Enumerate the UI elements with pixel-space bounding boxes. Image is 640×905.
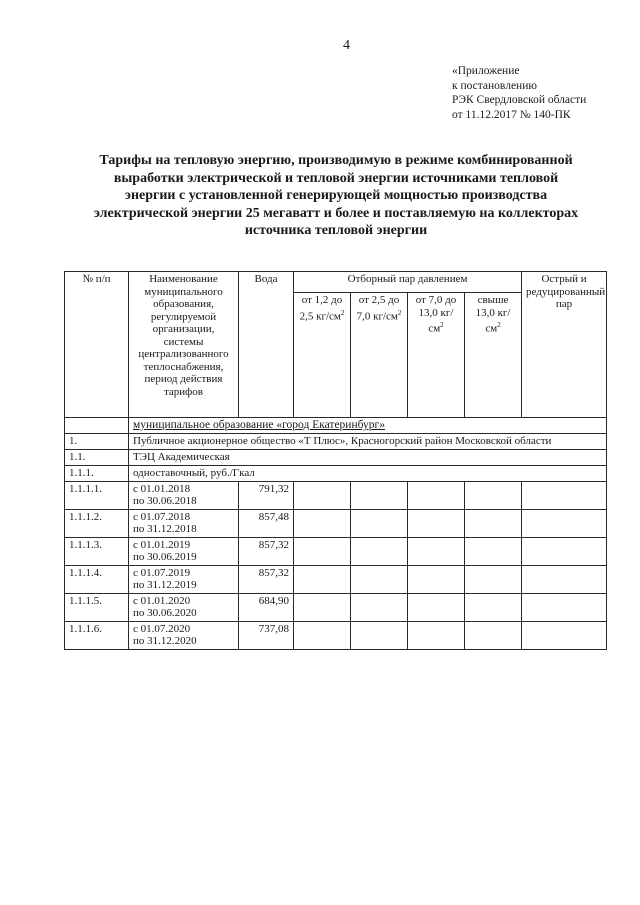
- appendix-line: РЭК Свердловской области: [452, 94, 587, 106]
- table-cell: [351, 509, 408, 537]
- appendix-line: «Приложение: [452, 65, 520, 77]
- table-cell: [522, 537, 607, 565]
- table-cell: [65, 418, 129, 434]
- header-sharp-steam: Острый и редуцированный пар: [522, 272, 607, 418]
- table-row: [65, 593, 607, 621]
- header-pressure-1: от 1,2 до 2,5 $кг/см^2$: [294, 293, 351, 418]
- row-number: 1.1.1.3.: [65, 537, 129, 565]
- table-cell: [465, 481, 522, 509]
- row-number: 1.1.1.5.: [65, 593, 129, 621]
- table-cell: [522, 621, 607, 649]
- table-cell: [351, 593, 408, 621]
- row-number: 1.1.1.4.: [65, 565, 129, 593]
- water-value: 857,32: [239, 537, 294, 565]
- table-cell: [294, 593, 351, 621]
- table-cell: [294, 509, 351, 537]
- table-cell: [408, 481, 465, 509]
- row-number: 1.: [65, 434, 129, 450]
- table-cell: [294, 565, 351, 593]
- water-value: 857,48: [239, 509, 294, 537]
- period-cell: с 01.01.2019 по 30.06.2019: [129, 537, 239, 565]
- table-cell: [408, 621, 465, 649]
- title-line: выработки электрической и тепловой энергии источниками тепловой: [113, 170, 559, 186]
- table-row: [65, 565, 607, 593]
- tariff-type-row: [65, 465, 607, 481]
- title-line: энергии с установленной генерирующей мощностью производства: [124, 188, 548, 203]
- table-header-row: [65, 272, 607, 293]
- header-water: Вода: [239, 272, 294, 418]
- table-cell: [351, 481, 408, 509]
- municipality-name: муниципальное образование «город Екатеринбург»: [129, 418, 607, 434]
- table-row: [65, 509, 607, 537]
- tariff-type: одноставочный, руб./Гкал: [129, 465, 607, 481]
- table-cell: [465, 593, 522, 621]
- title-line: источника тепловой энергии: [244, 223, 428, 238]
- row-number: 1.1.1.1.: [65, 481, 129, 509]
- appendix-line: от 11.12.2017 № 140-ПК: [452, 108, 571, 121]
- organization-name: Публичное акционерное общество «Т Плюс», Красногорский район Московской области: [129, 434, 607, 450]
- table-row: [65, 537, 607, 565]
- header-name: Наименование муниципального образования, регулируемой организации, системы централизованного теплоснабжения, период действия тарифов: [129, 272, 239, 418]
- title-line: Тарифы на тепловую энергию, производимую в режиме комбинированной: [99, 153, 573, 168]
- appendix-reference: [452, 64, 586, 122]
- period-cell: с 01.07.2020 по 31.12.2020: [129, 621, 239, 649]
- table-cell: [294, 621, 351, 649]
- period-cell: с 01.01.2018 по 30.06.2018: [129, 481, 239, 509]
- row-number: 1.1.1.: [65, 465, 129, 481]
- table-cell: [522, 593, 607, 621]
- title-line: электрической энергии 25 мегаватт и более и поставляемую на коллекторах: [93, 205, 579, 221]
- table-row: [65, 621, 607, 649]
- header-pressure-3: от 7,0 до 13,0 $кг/см^2$: [408, 293, 465, 418]
- table-cell: [408, 509, 465, 537]
- source-row: [65, 449, 607, 465]
- row-number: 1.1.1.2.: [65, 509, 129, 537]
- table-cell: [351, 621, 408, 649]
- table-cell: [522, 509, 607, 537]
- row-number: 1.1.1.6.: [65, 621, 129, 649]
- tariff-table: [64, 271, 607, 650]
- table-row: [65, 481, 607, 509]
- table-cell: [408, 593, 465, 621]
- table-cell: [465, 537, 522, 565]
- table-cell: [351, 537, 408, 565]
- period-cell: с 01.07.2019 по 31.12.2019: [129, 565, 239, 593]
- period-cell: с 01.07.2018 по 31.12.2018: [129, 509, 239, 537]
- table-cell: [465, 565, 522, 593]
- appendix-line: к постановлению: [452, 79, 537, 92]
- table-cell: [294, 481, 351, 509]
- organization-row: [65, 434, 607, 450]
- table-cell: [294, 537, 351, 565]
- table-cell: [522, 565, 607, 593]
- document-title: [70, 152, 602, 240]
- header-pressure-2: от 2,5 до 7,0 $кг/см^2$: [351, 293, 408, 418]
- period-cell: с 01.01.2020 по 30.06.2020: [129, 593, 239, 621]
- row-number: 1.1.: [65, 449, 129, 465]
- table-cell: [351, 565, 408, 593]
- header-pressure-4: свыше 13,0 $кг/см^2$: [465, 293, 522, 418]
- table-cell: [465, 509, 522, 537]
- table-cell: [465, 621, 522, 649]
- table-cell: [522, 481, 607, 509]
- water-value: 684,90: [239, 593, 294, 621]
- header-steam: Отборный пар давлением: [294, 272, 522, 293]
- water-value: 857,32: [239, 565, 294, 593]
- header-num: № п/п: [65, 272, 129, 418]
- municipality-row: [65, 418, 607, 434]
- table-cell: [408, 537, 465, 565]
- water-value: 791,32: [239, 481, 294, 509]
- table-cell: [408, 565, 465, 593]
- source-name: ТЭЦ Академическая: [129, 449, 607, 465]
- water-value: 737,08: [239, 621, 294, 649]
- page-number: 4: [343, 38, 350, 53]
